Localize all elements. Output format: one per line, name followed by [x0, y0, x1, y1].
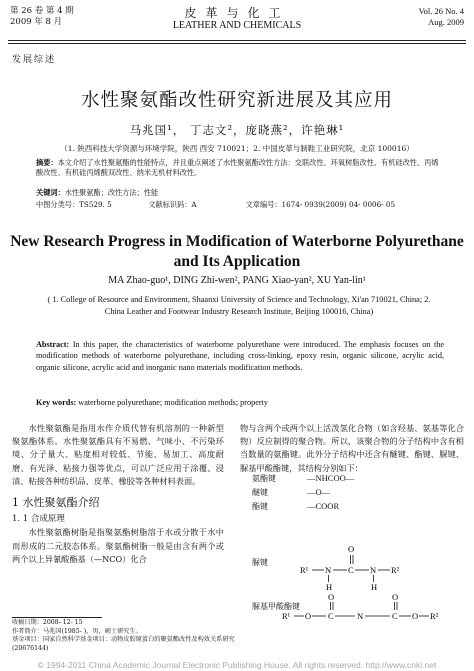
allophanate-o-up2: O	[392, 592, 399, 602]
title-en: New Research Progress in Modification of Waterborne Polyurethane and Its Application	[10, 233, 464, 270]
volume-en: Vol. 26 No. 4	[418, 6, 464, 16]
keywords-en-text: waterborne polyurethane; modification methods; property	[78, 398, 268, 407]
bond-name: 脲键	[252, 558, 268, 567]
authors-cn: 马兆国¹， 丁志文²，庞晓燕²，许艳琳¹	[129, 123, 345, 137]
abstract-en-text: In this paper, the characteristics of waterborne polyurethane were introduced. The emphasis focuses on the modification methods of waterborne polyurethane, including cross-linking, epoxy resin, organic silicone, acrylic acid, organic silicone, acrylic acid and inorganic nano materials modification methods.	[36, 340, 444, 372]
column-tag: 发展综述	[12, 55, 57, 65]
allophanate-r1: R¹	[282, 611, 291, 620]
header-rule-thin	[8, 43, 466, 44]
urea-h1: H	[326, 582, 333, 592]
journal-name-en: LEATHER AND CHEMICALS	[172, 20, 302, 31]
bond-formula: —NHCOO—	[307, 473, 355, 483]
received-date: 收稿日期：2008- 12- 15	[12, 619, 83, 626]
author-bio: 作者简介：马兆国(1985- )，男，硕士研究生。	[12, 627, 142, 635]
keywords-cn-text: 水性聚氨酯；改性方法；性能	[64, 188, 159, 197]
urea-r1: R¹	[300, 565, 309, 575]
keywords-en-label: Key words:	[36, 398, 77, 407]
affiliation-en: ( 1. College of Resource and Environment, Shaanxi University of Science and Technology, Xi'an 710021, China; 2. China Leather and Footwear Industry Research Institute, Beijing 100016, China)	[47, 295, 431, 316]
allophanate-o1: O	[305, 611, 312, 620]
keywords-en	[36, 397, 444, 408]
volume-cn: 第 26 卷 第 4 期	[10, 6, 74, 16]
urea-n1: N	[325, 565, 332, 575]
abstract-cn	[36, 158, 444, 178]
allophanate-c2: C	[392, 611, 398, 620]
subsection-heading: 1. 1 合成原理	[12, 514, 65, 525]
urea-n2: N	[370, 565, 377, 575]
section-heading: 1 水性聚氨酯介绍	[12, 496, 100, 510]
allophanate-c1: C	[328, 611, 334, 620]
fund-note: 基金项目：国家自然科学基金项目：动物皮胶原蛋白的聚氨酯改性及构效关系研究(20676144)	[12, 636, 235, 652]
keywords-cn-label: 关键词：	[36, 188, 65, 197]
allophanate-r2: R²	[430, 611, 439, 620]
classification-row	[36, 200, 444, 210]
clc-number: 中图分类号：TS529. 5	[36, 200, 112, 209]
date-cn: 2009 年 8 月	[10, 17, 63, 27]
document-code: 文献标识码：A	[148, 200, 197, 209]
allophanate-o-up1: O	[328, 592, 335, 602]
header-rule	[8, 40, 466, 41]
journal-header	[10, 6, 464, 40]
footnotes	[12, 619, 242, 653]
title-cn: 水性聚氨酯改性研究新进展及其应用	[80, 90, 393, 111]
journal-name-cn: 皮革与化工	[184, 6, 290, 20]
footnote-rule	[12, 617, 102, 618]
bond-formula: —COOR	[307, 501, 340, 511]
structure-formulas	[240, 540, 466, 620]
bond-name: 氨酯键	[252, 474, 276, 483]
abstract-cn-label: 摘要：	[36, 158, 58, 167]
bond-name: 脲基甲酸酯键	[252, 602, 300, 611]
urea-r2: R²	[391, 565, 400, 575]
urea-o: O	[348, 544, 355, 554]
allophanate-o2: O	[412, 611, 419, 620]
header-center	[10, 6, 464, 32]
urea-c: C	[348, 565, 354, 575]
intro-paragraph: 水性聚氨酯是指用水作介质代替有机溶剂的一种新型聚氨酯体系。水性聚氨酯具有不易燃、气味小、不污染环境、分子量大、粘度相对较低、节能、易加工、高度耐磨、有光泽、粘接力强等优点，可以广泛应用于涂覆、浸渍、粘接各种纺织品、皮革、橡胶等各种材料表面。	[12, 423, 224, 486]
authors-en: MA Zhao-guo¹, DING Zhi-wen², PANG Xiao-yan², XU Yan-lin¹	[108, 275, 366, 286]
body-right-column	[240, 422, 464, 475]
bond-formula: —O—	[307, 487, 331, 497]
article-id: 文章编号：1674- 0939(2009) 04- 0006- 05	[245, 200, 396, 209]
urea-structure	[300, 544, 400, 592]
urea-h2: H	[371, 582, 378, 592]
abstract-en-label: Abstract:	[36, 340, 70, 349]
affiliation-cn: （1. 陕西科技大学资源与环境学院，陕西 西安 710021；2. 中国皮革与制鞋工业研究院，北京 100016）	[60, 144, 414, 153]
abstract-en	[36, 339, 444, 373]
bond-name: 醚键	[252, 488, 268, 497]
continuation-paragraph: 物与含两个或两个以上活泼氢化合物（如含羟基、氨基等化合物）反应制得的聚合物。所以，该聚合物的分子结构中含有相当数量的氨酯键。此外分子结构中还含有醚键、酯键、脲键、脲基甲酸酯键，其结构分别如下：	[240, 423, 464, 473]
date-en: Aug. 2009	[428, 17, 464, 27]
synthesis-paragraph: 水性聚氨酯树脂是指聚氨酯树脂溶于水或分散于水中而形成的二元胶态体系。聚氨酯树脂一般是由含有两个或两个以上异氰酸酯基（—NCO）化合	[12, 527, 224, 564]
abstract-cn-text: 本文介绍了水性聚氨酯的性能特点，并且重点阐述了水性聚氨酯改性方法：交联改性、环氧树脂改性、有机硅改性、丙烯酸改性、有机硅丙烯酸双改性、纳米无机材料改性。	[36, 158, 439, 177]
keywords-cn	[36, 188, 444, 198]
body-left-column	[12, 422, 224, 566]
allophanate-structure	[282, 592, 439, 620]
copyright-watermark: © 1994-2011 China Academic Journal Electronic Publishing House. All rights reserved. http://www.cnki.net	[37, 660, 437, 670]
allophanate-n: N	[357, 611, 364, 620]
header-right	[419, 6, 464, 28]
bond-name: 酯键	[252, 502, 268, 511]
